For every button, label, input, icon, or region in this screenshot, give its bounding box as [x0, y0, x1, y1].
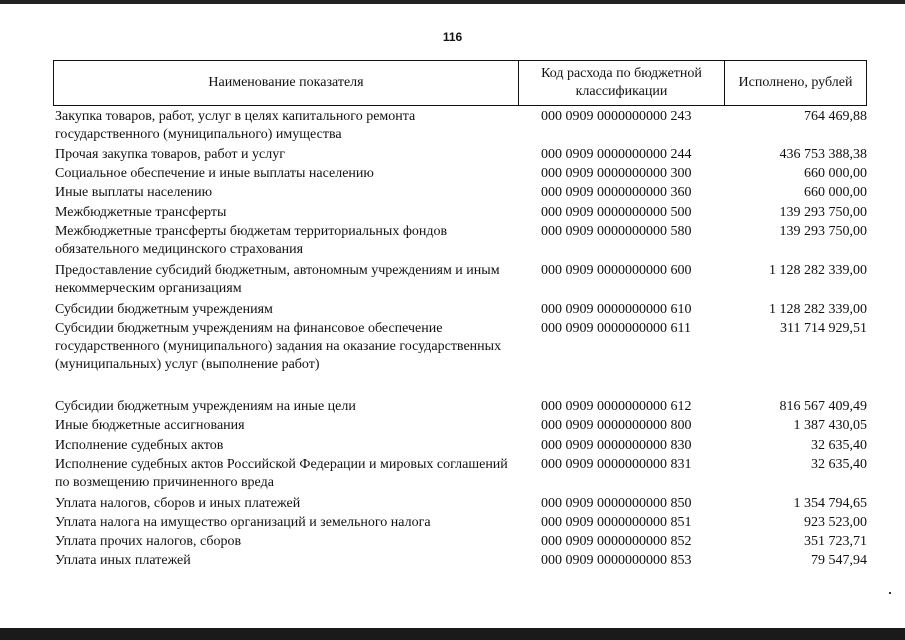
row-name: Уплата налога на имущество организаций и земельного налога	[55, 515, 431, 530]
page-number: 116	[442, 30, 463, 44]
scan-bottom-edge	[0, 628, 905, 640]
row-amount: 660 000,00	[804, 166, 867, 181]
row-amount: 436 753 388,38	[779, 147, 867, 162]
row-amount: 1 128 282 339,00	[769, 302, 867, 317]
row-code: 000 0909 0000000000 580	[541, 224, 692, 239]
row-code: 000 0909 0000000000 853	[541, 553, 692, 568]
row-amount: 1 128 282 339,00	[769, 263, 867, 278]
row-amount: 32 635,40	[811, 457, 867, 472]
row-amount: 79 547,94	[811, 553, 867, 568]
row-name: Уплата иных платежей	[55, 553, 191, 568]
row-code: 000 0909 0000000000 831	[541, 457, 692, 472]
row-name: Прочая закупка товаров, работ и услуг	[55, 147, 285, 162]
row-amount: 1 387 430,05	[793, 418, 867, 433]
row-amount: 139 293 750,00	[779, 205, 867, 220]
row-name: Межбюджетные трансферты	[55, 205, 227, 220]
row-amount: 139 293 750,00	[779, 224, 867, 239]
row-name: Предоставление субсидий бюджетным, автономным учреждениям и иным некоммерческим организациям	[55, 263, 500, 296]
row-name: Уплата прочих налогов, сборов	[55, 534, 242, 549]
row-code: 000 0909 0000000000 851	[541, 515, 692, 530]
row-name: Уплата налогов, сборов и иных платежей	[55, 496, 301, 511]
row-name: Межбюджетные трансферты бюджетам территориальных фондов обязательного медицинского страхования	[55, 224, 448, 257]
row-amount: 764 469,88	[804, 109, 867, 124]
row-amount: 660 000,00	[804, 185, 867, 200]
header-name: Наименование показателя	[54, 61, 519, 105]
row-code: 000 0909 0000000000 244	[541, 147, 692, 162]
row-name: Социальное обеспечение и иные выплаты населению	[55, 166, 374, 181]
row-name: Исполнение судебных актов	[55, 438, 224, 453]
row-amount: 32 635,40	[811, 438, 867, 453]
row-amount: 351 723,71	[804, 534, 867, 549]
row-code: 000 0909 0000000000 610	[541, 302, 692, 317]
row-code: 000 0909 0000000000 830	[541, 438, 692, 453]
row-name: Субсидии бюджетным учреждениям на финансовое обеспечение государственного (муниципального) задания на оказание государственных (муниципальных) услуг (выполнение работ)	[55, 321, 502, 372]
row-code: 000 0909 0000000000 800	[541, 418, 692, 433]
row-name: Субсидии бюджетным учреждениям	[55, 302, 273, 317]
row-name: Субсидии бюджетным учреждениям на иные цели	[55, 399, 356, 414]
row-name: Исполнение судебных актов Российской Федерации и мировых соглашений по возмещению причиненного вреда	[55, 457, 508, 490]
row-code: 000 0909 0000000000 611	[541, 321, 691, 336]
scan-speck	[889, 592, 891, 594]
row-code: 000 0909 0000000000 600	[541, 263, 692, 278]
row-amount: 816 567 409,49	[779, 399, 867, 414]
row-code: 000 0909 0000000000 612	[541, 399, 692, 414]
row-code: 000 0909 0000000000 243	[541, 109, 692, 124]
header-code: Код расхода по бюджетной классификации	[519, 61, 725, 105]
row-name: Закупка товаров, работ, услуг в целях капитального ремонта государственного (муниципального) имущества	[55, 109, 416, 142]
table-header	[53, 60, 867, 106]
row-code: 000 0909 0000000000 300	[541, 166, 692, 181]
row-code: 000 0909 0000000000 360	[541, 185, 692, 200]
row-code: 000 0909 0000000000 852	[541, 534, 692, 549]
row-amount: 923 523,00	[804, 515, 867, 530]
row-code: 000 0909 0000000000 850	[541, 496, 692, 511]
row-amount: 311 714 929,51	[780, 321, 867, 336]
row-name: Иные бюджетные ассигнования	[55, 418, 245, 433]
scan-top-edge	[0, 0, 905, 4]
row-amount: 1 354 794,65	[793, 496, 867, 511]
header-amount: Исполнено, рублей	[738, 75, 853, 90]
row-code: 000 0909 0000000000 500	[541, 205, 692, 220]
row-name: Иные выплаты населению	[55, 185, 213, 200]
